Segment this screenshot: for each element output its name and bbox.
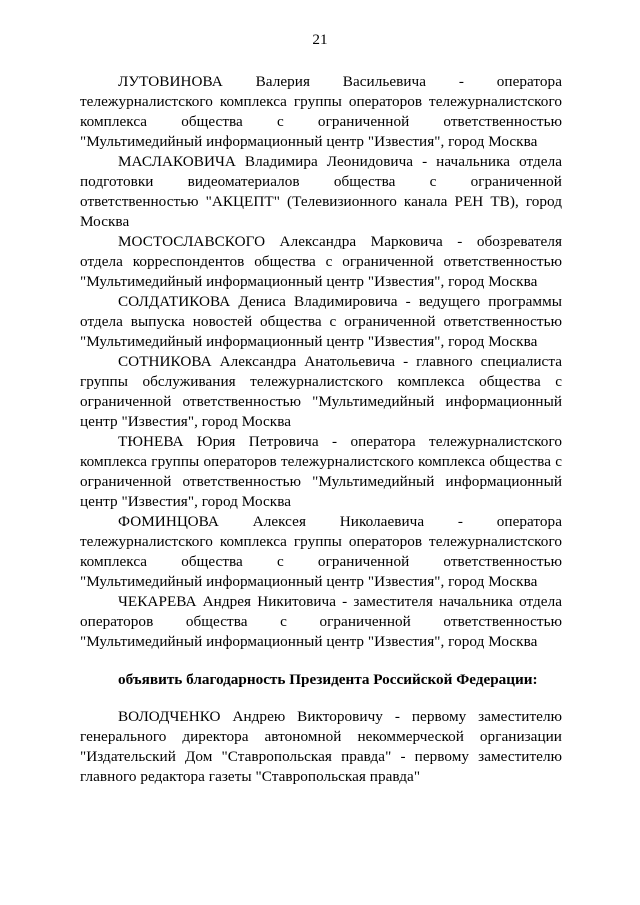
list-item: МОСТОСЛАВСКОГО Александра Марковича - обозревателя отдела корреспондентов общества с ограниченной ответственностью "Мультимедийный информационный центр "Известия", город Москва: [80, 233, 562, 290]
list-item: МАСЛАКОВИЧА Владимира Леонидовича - начальника отдела подготовки видеоматериалов общества с ограниченной ответственностью "АКЦЕПТ" (Телевизионного канала РЕН ТВ), город Москва: [80, 153, 562, 230]
list-item: СОТНИКОВА Александра Анатольевича - главного специалиста группы обслуживания тележурналистского комплекса общества с ограниченной ответственностью "Мультимедийный информационный центр "Известия", город Москва: [80, 353, 562, 430]
list-item: ЛУТОВИНОВА Валерия Васильевича - оператора тележурналистского комплекса группы операторов тележурналистского комплекса общества с ограниченной ответственностью "Мультимедийный информационный центр "Известия", город Москва: [80, 73, 562, 150]
list-item: СОЛДАТИКОВА Дениса Владимировича - ведущего программы отдела выпуска новостей общества с ограниченной ответственностью "Мультимедийный информационный центр "Известия", город Москва: [80, 293, 562, 350]
section-heading: объявить благодарность Президента Российской Федерации:: [118, 671, 538, 688]
list-item: ВОЛОДЧЕНКО Андрею Викторовичу - первому заместителю генерального директора автономной некоммерческой организации "Издательский Дом "Ставропольская правда" - первому заместителю главного редактора газеты "Ставропольская правда": [80, 708, 562, 785]
page-number: 21: [312, 31, 328, 48]
document-body: [80, 72, 562, 787]
list-item: ЧЕКАРЕВА Андрея Никитовича - заместителя начальника отдела операторов общества с ограниченной ответственностью "Мультимедийный информационный центр "Известия", город Москва: [80, 593, 562, 650]
list-item: ТЮНЕВА Юрия Петровича - оператора тележурналистского комплекса группы операторов тележурналистского комплекса общества с ограниченной ответственностью "Мультимедийный информационный центр "Известия", город Москва: [80, 433, 562, 510]
list-item: ФОМИНЦОВА Алексея Николаевича - оператора тележурналистского комплекса группы операторов тележурналистского комплекса общества с ограниченной ответственностью "Мультимедийный информационный центр "Известия", город Москва: [80, 513, 562, 590]
